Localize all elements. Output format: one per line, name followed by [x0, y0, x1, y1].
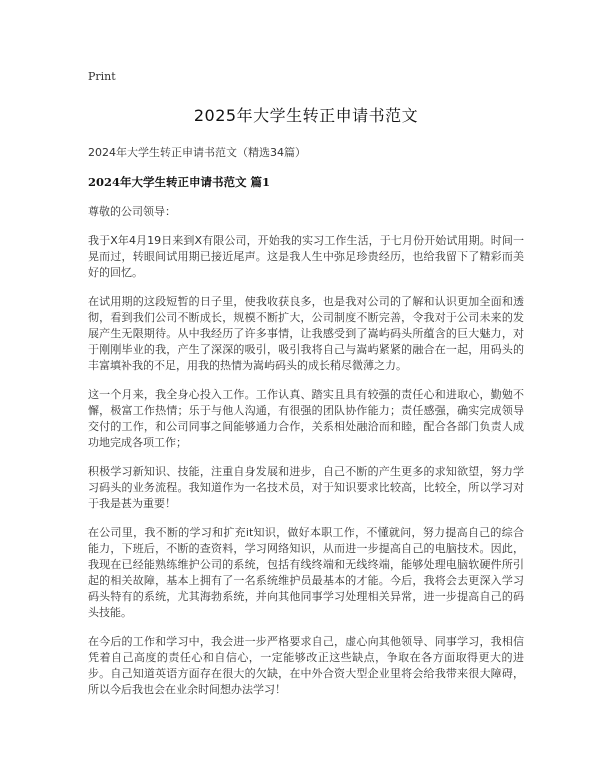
- body-paragraph: 积极学习新知识、技能，注重自身发展和进步，自己不断的产生更多的求知欲望，努力学习码头的业务流程。我知道作为一名技术员，对于知识要求比较高，比较全，所以学习对于我是甚为重要！: [88, 465, 524, 510]
- salutation: 尊敬的公司领导：: [88, 205, 176, 218]
- body-paragraph: 在今后的工作和学习中，我会进一步严格要求自己，虚心向其他领导、同事学习，我相信凭着自己高度的责任心和自信心，一定能够改正这些缺点，争取在各方面取得更大的进步。自己知道英语方面存在很大的欠缺，在中外合资大型企业里将会给我带来很大障碍，所以今后我也会在业余时间想办法学习！: [88, 635, 524, 696]
- document-subtitle: 2024年大学生转正申请书范文（精选34篇）: [88, 146, 306, 159]
- body-paragraph: 这一个月来，我全身心投入工作。工作认真、踏实且具有较强的责任心和进取心，勤勉不懈，极富工作热情；乐于与他人沟通，有很强的团队协作能力；责任感强，确实完成领导交付的工作，和公司同事之间能够通力合作，关系相处融洽而和睦，配合各部门负责人成功地完成各项工作；: [88, 388, 524, 449]
- body-paragraph: 我于X年4月19日来到X有限公司，开始我的实习工作生活，于七月份开始试用期。时间一晃而过，转眼间试用期已接近尾声。这是我人生中弥足珍贵经历，也给我留下了精彩而美好的回忆。: [88, 234, 524, 279]
- page-title: 2025年大学生转正申请书范文: [193, 106, 419, 125]
- body-paragraph: 在试用期的这段短暂的日子里，使我收获良多，也是我对公司的了解和认识更加全面和透彻，看到我们公司不断成长，规模不断扩大，公司制度不断完善，令我对于公司未来的发展产生无限期待。从中我经历了许多事情，让我感受到了嵩屿码头所蕴含的巨大魅力，对于刚刚毕业的我，产生了深深的吸引，吸引我将自己与嵩屿紧紧的融合在一起，用码头的丰富填补我的不足，用我的热情为嵩屿码头的成长稍尽微薄之力。: [88, 295, 524, 372]
- print-link[interactable]: Print: [88, 70, 116, 83]
- body-paragraph: 在公司里，我不断的学习和扩充it知识，做好本职工作，不懂就问，努力提高自己的综合能力，下班后，不断的查资料，学习网络知识，从而进一步提高自己的电脑技术。因此，我现在已经能熟练维护公司的系统，包括有线终端和无线终端，能够处理电脑软硬件所引起的相关故障，基本上拥有了一名系统维护员最基本的才能。今后，我将会去更深入学习码头特有的系统，尤其海勃系统，并向其他同事学习处理相关异常，进一步提高自己的码头技能。: [88, 526, 524, 619]
- document-page: [88, 70, 524, 711]
- section-heading: 2024年大学生转正申请书范文 篇1: [88, 175, 271, 189]
